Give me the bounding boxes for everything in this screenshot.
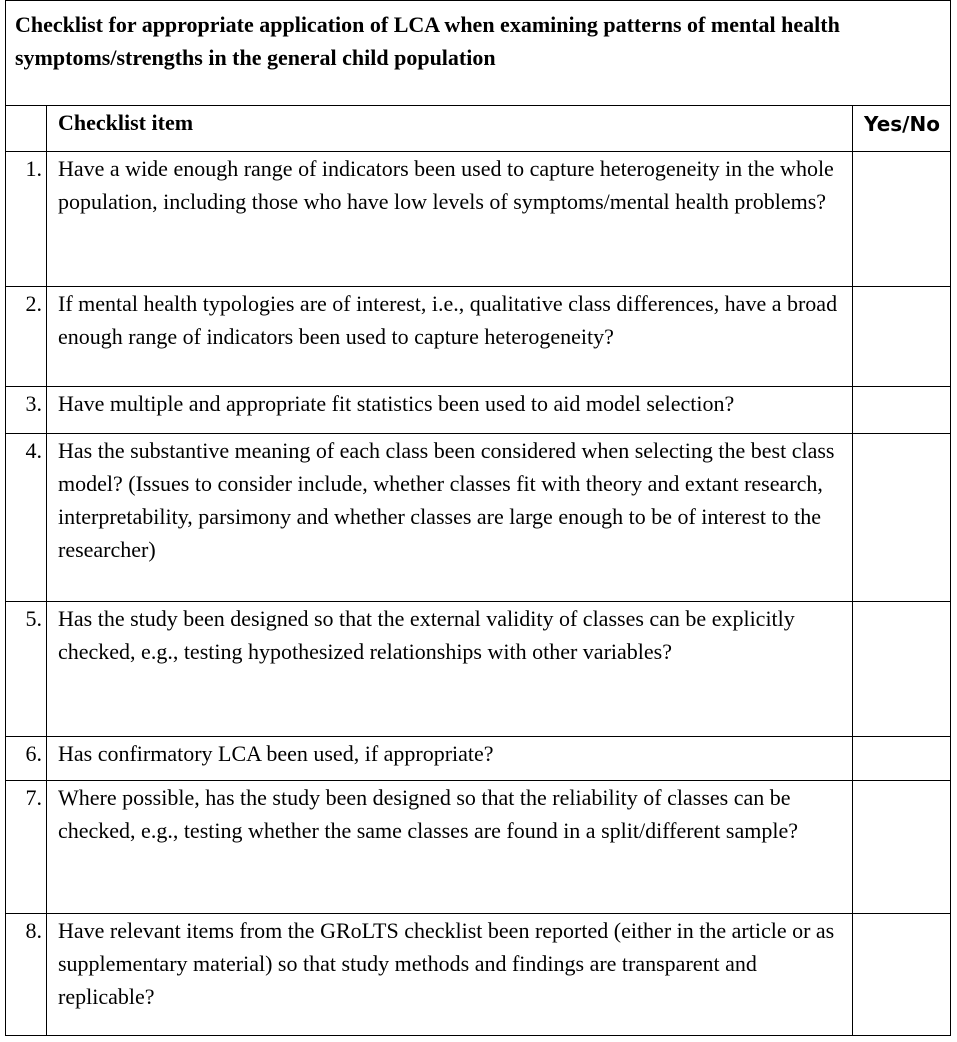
table-row [5,386,951,434]
table-row [5,151,951,287]
row-answer-cell[interactable] [853,286,951,386]
row-answer-cell[interactable] [853,780,951,913]
row-number: 7. [5,780,47,913]
row-text: If mental health typologies are of interest, i.e., qualitative class differences, have a broad enough range of indicators been used to capture heterogeneity? [47,286,853,386]
table-row [5,433,951,602]
row-text: Has the study been designed so that the external validity of classes can be explicitly checked, e.g., testing hypothesized relationships with other variables? [47,601,853,736]
row-text: Have multiple and appropriate fit statistics been used to aid model selection? [47,386,853,433]
row-answer-cell[interactable] [853,151,951,286]
row-text: Have a wide enough range of indicators been used to capture heterogeneity in the whole population, including those who have low levels of symptoms/mental health problems? [47,151,853,286]
row-number: 8. [5,913,47,1035]
row-number: 4. [5,433,47,601]
table-title-cell [5,0,951,106]
row-text: Has the substantive meaning of each class been considered when selecting the best class model? (Issues to consider include, whether classes fit with theory and extant research, interpretability, parsimony and whether classes are large enough to be of interest to the researcher) [47,433,853,601]
row-answer-cell[interactable] [853,736,951,780]
table-row [5,601,951,737]
header-yes-no-cell: Yes/No [864,112,940,136]
table-header-row [5,105,951,152]
row-answer-cell[interactable] [853,601,951,736]
row-number: 3. [5,386,47,433]
row-number: 6. [5,736,47,780]
row-answer-cell[interactable] [853,386,951,433]
table-row [5,286,951,387]
table-title: Checklist for appropriate application of LCA when examining patterns of mental health symptoms/strengths in the general child population [15,12,840,70]
table-row [5,913,951,1035]
row-answer-cell[interactable] [853,913,951,1035]
table-row [5,780,951,914]
row-number: 5. [5,601,47,736]
row-text: Has confirmatory LCA been used, if appropriate? [47,736,853,780]
table-row [5,736,951,781]
row-number: 1. [5,151,47,286]
row-text: Have relevant items from the GRoLTS checklist been reported (either in the article or as supplementary material) so that study methods and findings are transparent and replicable? [47,913,853,1035]
row-answer-cell[interactable] [853,433,951,601]
header-number-cell [5,105,47,151]
row-number: 2. [5,286,47,386]
header-item-cell: Checklist item [47,105,853,151]
row-text: Where possible, has the study been designed so that the reliability of classes can be checked, e.g., testing whether the same classes are found in a split/different sample? [47,780,853,913]
